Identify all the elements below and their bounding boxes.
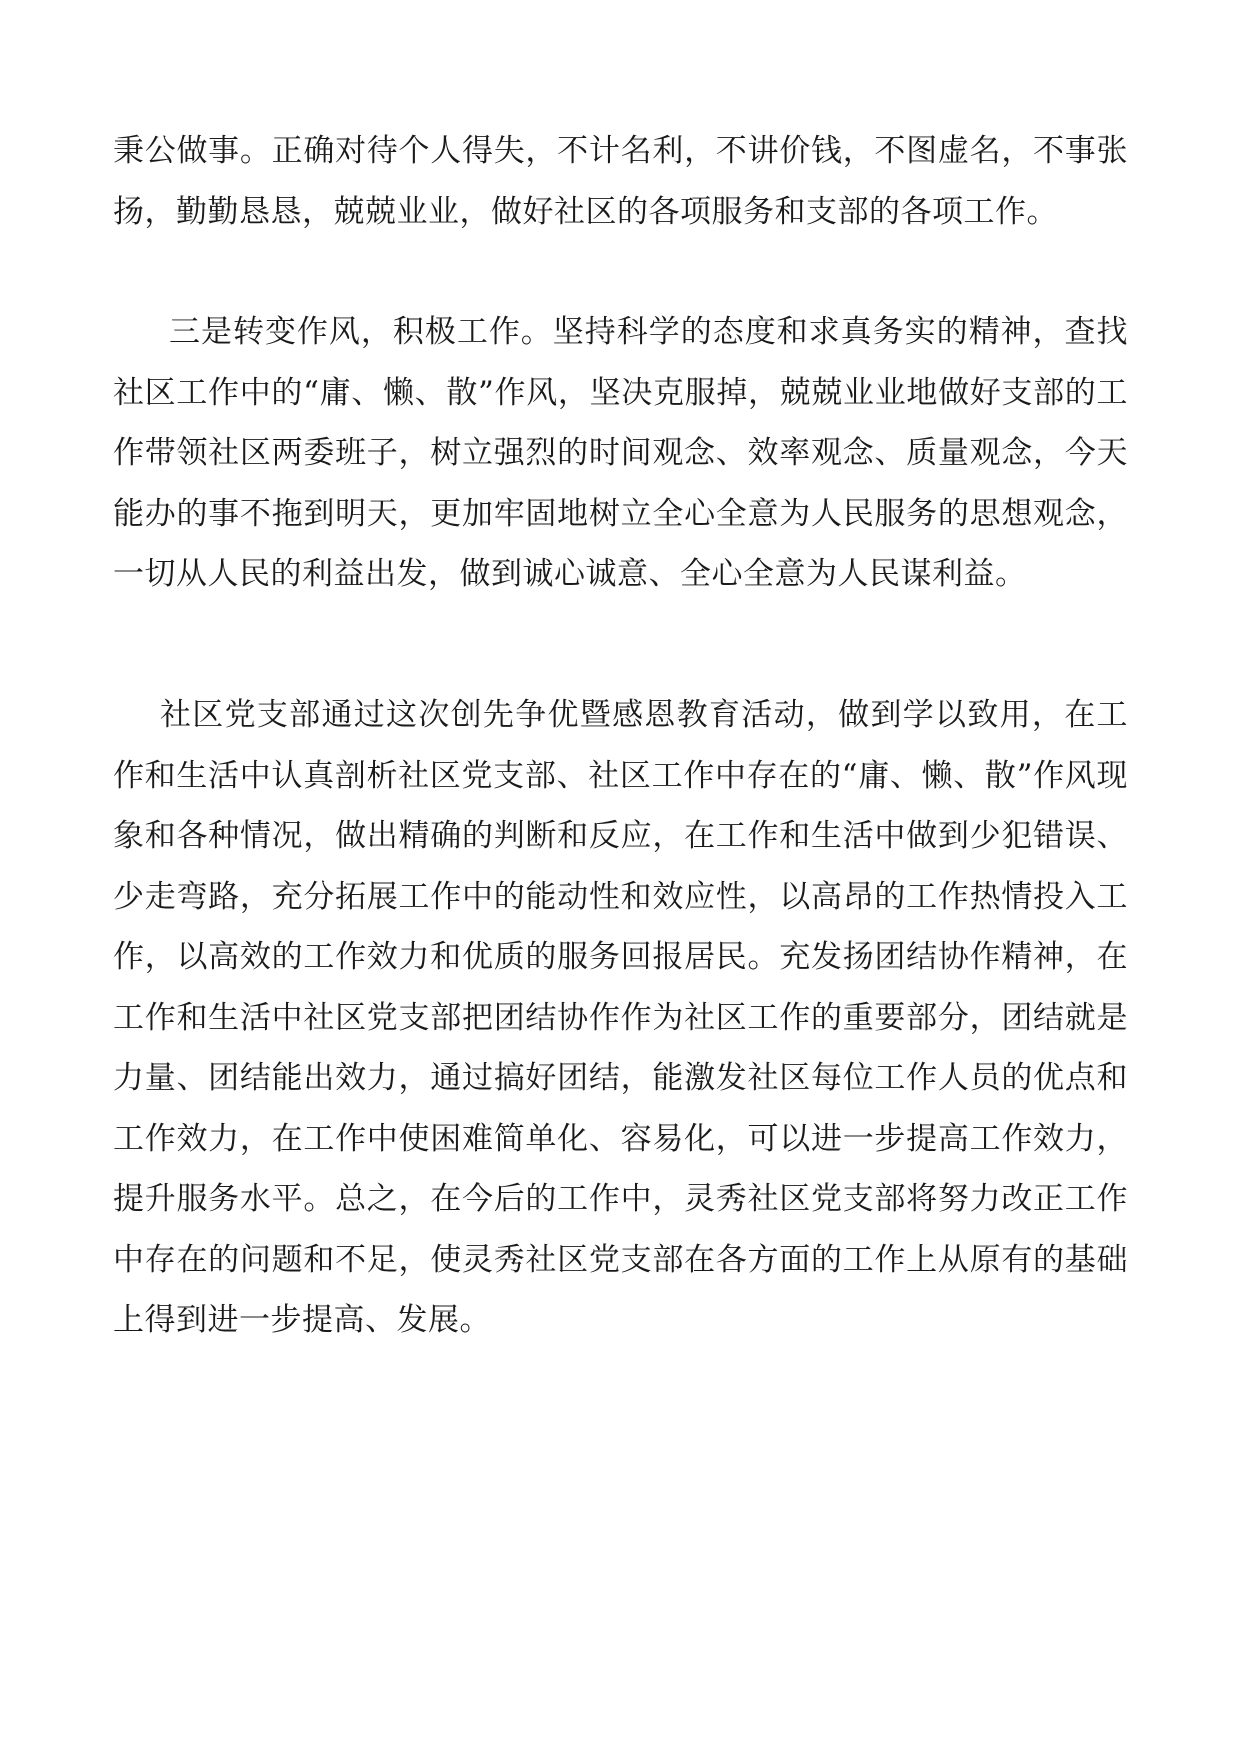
paragraph-text: 社区党支部通过这次创先争优暨感恩教育活动，做到学以致用，在工作和生活中认真剖析社区党支部、社区工作中存在的“庸、懒、散”作风现象和各种情况，做出精确的判断和反应，在工作和生活中做到少犯错误、少走弯路，充分拓展工作中的能动性和效应性，以高昂的工作热情投入工作，以高效的工作效力和优质的服务回报居民。充发扬团结协作精神，在工作和生活中社区党支部把团结协作作为社区工作的重要部分，团结就是力量、团结能出效力，通过搞好团结，能激发社区每位工作人员的优点和工作效力，在工作中使困难简单化、容易化，可以进一步提高工作效力，提升服务水平。总之，在今后的工作中，灵秀社区党支部将努力改正工作中存在的问题和不足，使灵秀社区党支部在各方面的工作上从原有的基础上得到进一步提高、发展。: [113, 697, 1128, 1338]
paragraph-party-branch: [113, 685, 1128, 1351]
paragraph-text: 秉公做事。正确对待个人得失，不计名利，不讲价钱，不图虚名，不事张扬，勤勤恳恳，兢兢业业，做好社区的各项服务和支部的各项工作。: [113, 133, 1128, 230]
paragraph-continuation: [113, 121, 1128, 242]
paragraph-text: 三是转变作风，积极工作。坚持科学的态度和求真务实的精神，查找社区工作中的“庸、懒、散”作风，坚决克服掉，兢兢业业地做好支部的工作带领社区两委班子，树立强烈的时间观念、效率观念、质量观念，今天能办的事不拖到明天，更加牢固地树立全心全意为人民服务的思想观念，一切从人民的利益出发，做到诚心诚意、全心全意为人民谋利益。: [113, 314, 1128, 592]
paragraph-style-change: [113, 302, 1128, 605]
